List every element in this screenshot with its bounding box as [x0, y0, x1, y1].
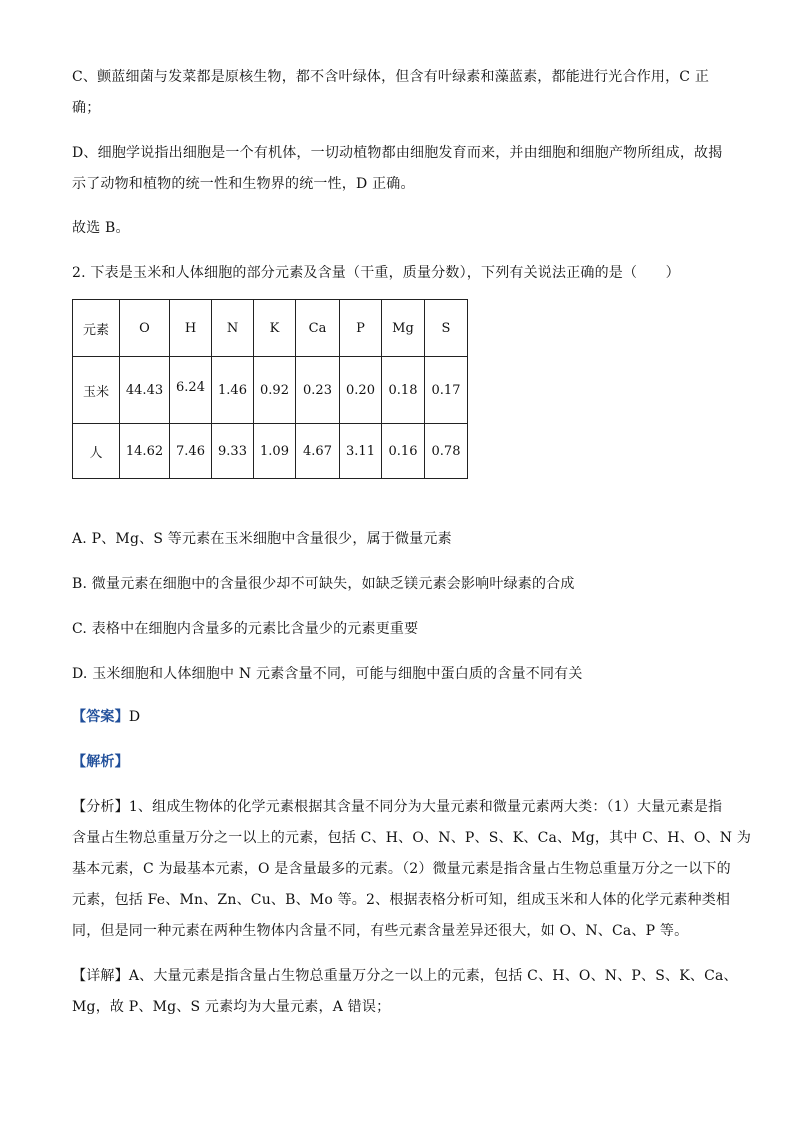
option-d: D. 玉米细胞和人体细胞中 N 元素含量不同，可能与细胞中蛋白质的含量不同有关 [72, 666, 583, 682]
table-header-cell: Mg [382, 300, 425, 357]
table-cell: 0.20 [340, 357, 382, 424]
table-header-cell: O [120, 300, 170, 357]
fenxi-line3: 基本元素，C 为最基本元素，O 是含量最多的元素。（2）微量元素是指含量占生物总重量万分之一以下的 [72, 861, 731, 877]
table-cell: 44.43 [120, 357, 170, 424]
analysis-heading [72, 752, 129, 772]
table-cell: 3.11 [340, 424, 382, 479]
table-header-cell: Ca [296, 300, 340, 357]
answer-value: D [128, 709, 141, 725]
option-b: B. 微量元素在细胞中的含量很少却不可缺失，如缺乏镁元素会影响叶绿素的合成 [72, 576, 575, 592]
xiangjie-text: A、大量元素是指含量占生物总重量万分之一以上的元素，包括 C、H、O、N、P、S、K、Ca、 [128, 968, 738, 984]
table-cell: 玉米 [73, 357, 120, 424]
table-header-cell: N [212, 300, 254, 357]
option-c: C. 表格中在细胞内含量多的元素比含量少的元素更重要 [72, 621, 419, 637]
table-cell: 0.78 [425, 424, 468, 479]
xiangjie-line1 [72, 966, 738, 986]
table-cell: 人 [73, 424, 120, 479]
question-2-stem: 2. 下表是玉米和人体细胞的部分元素及含量（干重，质量分数），下列有关说法正确的是（ ） [72, 265, 680, 281]
fenxi-text: 1、组成生物体的化学元素根据其含量不同分为大量元素和微量元素两大类：（1）大量元素是指 [128, 799, 723, 815]
paragraph-option-d-line2: 示了动物和植物的统一性和生物界的统一性，D 正确。 [72, 176, 415, 192]
table-row-human [73, 424, 468, 479]
xiangjie-line2: Mg，故 P、Mg、S 元素均为大量元素，A 错误； [72, 999, 391, 1015]
table-cell: 0.16 [382, 424, 425, 479]
answer-line [72, 707, 140, 727]
table-header-row [73, 300, 468, 357]
analysis-tag: 【解析】 [72, 754, 129, 770]
fenxi-line5: 同，但是同一种元素在两种生物体内含量不同，有些元素含量差异还很大，如 O、N、Ca、P 等。 [72, 923, 689, 939]
fenxi-line4: 元素，包括 Fe、Mn、Zn、Cu、B、Mo 等。2、根据表格分析可知，组成玉米和人体的化学元素种类相 [72, 892, 731, 908]
paragraph-option-d-line1: D、细胞学说指出细胞是一个有机体，一切动植物都由细胞发育而来，并由细胞和细胞产物所组成，故揭 [72, 145, 723, 161]
table-cell: 0.23 [296, 357, 340, 424]
fenxi-line1 [72, 797, 722, 817]
answer-tag: 【答案】 [72, 709, 129, 725]
paragraph-option-c-line2: 确； [72, 100, 101, 116]
conclusion-line: 故选 B。 [72, 220, 130, 236]
table-cell: 0.92 [254, 357, 296, 424]
table-cell: 9.33 [212, 424, 254, 479]
table-row-corn [73, 357, 468, 424]
table-cell: 0.18 [382, 357, 425, 424]
paragraph-option-c-line1: C、颤蓝细菌与发菜都是原核生物，都不含叶绿体，但含有叶绿素和藻蓝素，都能进行光合作用，C 正 [72, 69, 710, 85]
table-cell [170, 357, 212, 424]
table-cell: 14.62 [120, 424, 170, 479]
xiangjie-tag: 【详解】 [72, 968, 129, 984]
table-header-cell: P [340, 300, 382, 357]
option-a: A. P、Mg、S 等元素在玉米细胞中含量很少，属于微量元素 [72, 531, 452, 547]
element-content-table [72, 299, 468, 479]
table-cell: 7.46 [170, 424, 212, 479]
table-header-cell: S [425, 300, 468, 357]
table-cell: 4.67 [296, 424, 340, 479]
fenxi-line2: 含量占生物总重量万分之一以上的元素，包括 C、H、O、N、P、S、K、Ca、Mg，其中 C、H、O、N 为 [72, 830, 752, 846]
table-cell-value: 6.24 [176, 379, 205, 395]
table-header-cell: H [170, 300, 212, 357]
table-cell: 1.09 [254, 424, 296, 479]
table-cell: 0.17 [425, 357, 468, 424]
table-header-cell: K [254, 300, 296, 357]
table-cell: 1.46 [212, 357, 254, 424]
table-header-cell: 元素 [73, 300, 120, 357]
fenxi-tag: 【分析】 [72, 799, 129, 815]
